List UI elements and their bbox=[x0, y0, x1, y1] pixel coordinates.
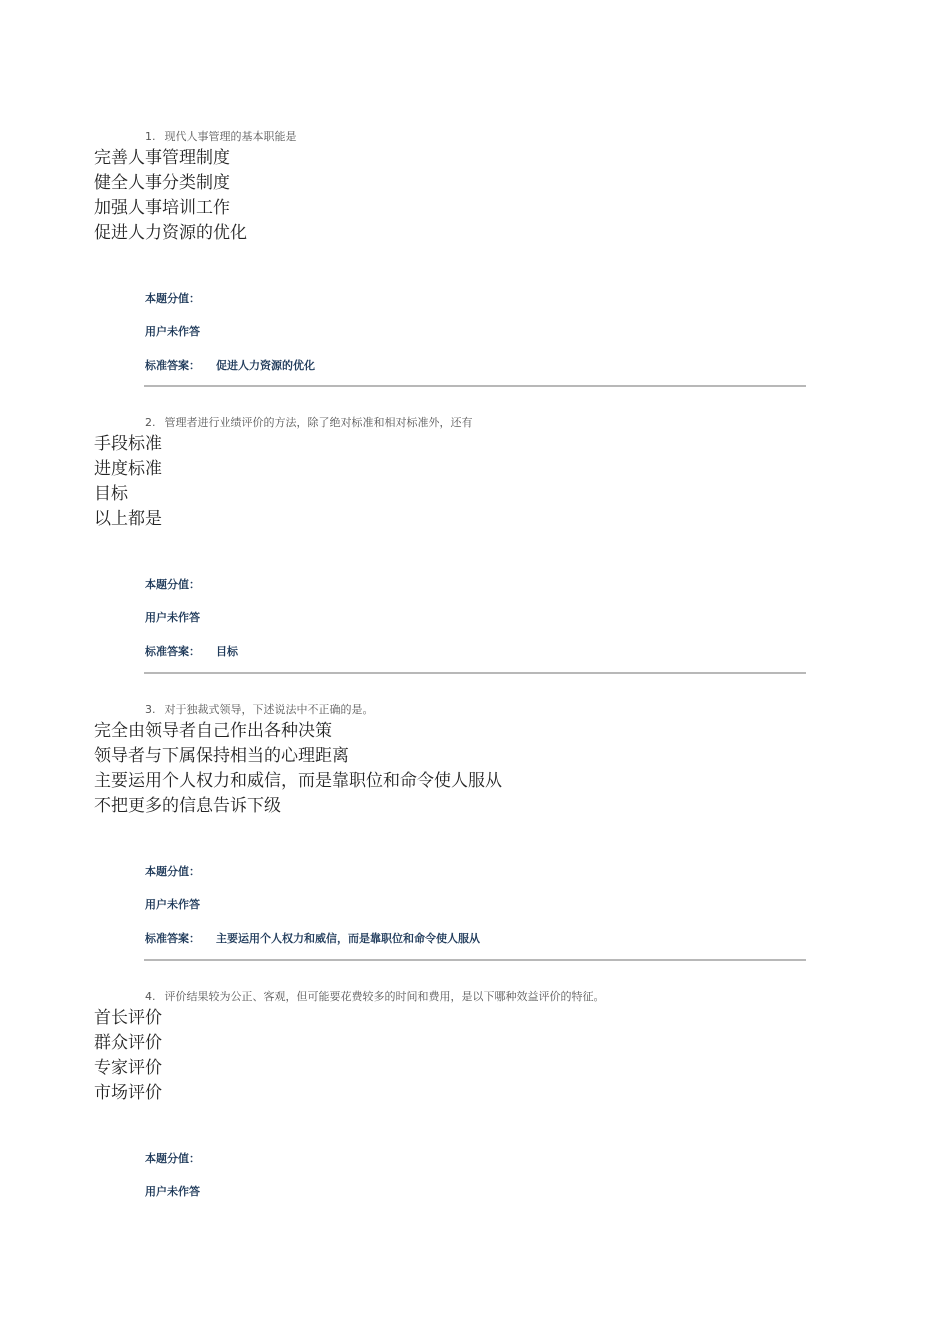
answer-label: 标准答案： bbox=[145, 932, 200, 945]
question-number: 2. bbox=[145, 416, 156, 429]
divider bbox=[144, 672, 806, 674]
score-label: 本题分值： bbox=[145, 865, 200, 878]
question-number: 4. bbox=[145, 990, 156, 1003]
answer-label: 标准答案： bbox=[145, 359, 200, 372]
question-title bbox=[145, 703, 374, 717]
unanswered-label: 用户未作答 bbox=[145, 325, 200, 338]
question-title bbox=[145, 990, 605, 1004]
option-a[interactable]: 完善人事管理制度 bbox=[94, 148, 230, 168]
question-title bbox=[145, 130, 297, 144]
divider bbox=[144, 385, 806, 387]
option-c[interactable]: 目标 bbox=[94, 484, 128, 504]
option-list bbox=[94, 1006, 162, 1106]
option-a[interactable]: 首长评价 bbox=[94, 1008, 162, 1028]
score-label: 本题分值： bbox=[145, 292, 200, 305]
question-title bbox=[145, 416, 473, 430]
score-label: 本题分值： bbox=[145, 1152, 200, 1165]
option-d[interactable]: 促进人力资源的优化 bbox=[94, 223, 247, 243]
option-b[interactable]: 健全人事分类制度 bbox=[94, 173, 230, 193]
question-text: 现代人事管理的基本职能是 bbox=[164, 130, 297, 143]
standard-answer bbox=[145, 645, 238, 659]
option-b[interactable]: 领导者与下属保持相当的心理距离 bbox=[94, 746, 349, 766]
option-a[interactable]: 完全由领导者自己作出各种决策 bbox=[94, 721, 332, 741]
option-c[interactable]: 专家评价 bbox=[94, 1058, 162, 1078]
option-c[interactable]: 主要运用个人权力和威信，而是靠职位和命令使人服从 bbox=[94, 771, 502, 791]
option-c[interactable]: 加强人事培训工作 bbox=[94, 198, 230, 218]
score-label: 本题分值： bbox=[145, 578, 200, 591]
answer-value: 目标 bbox=[216, 645, 238, 658]
question-text: 对于独裁式领导，下述说法中不正确的是。 bbox=[164, 703, 374, 716]
option-list bbox=[94, 719, 502, 819]
unanswered-label: 用户未作答 bbox=[145, 898, 200, 911]
option-d[interactable]: 市场评价 bbox=[94, 1083, 162, 1103]
question-text: 管理者进行业绩评价的方法，除了绝对标准和相对标准外，还有 bbox=[164, 416, 473, 429]
answer-value: 主要运用个人权力和威信，而是靠职位和命令使人服从 bbox=[216, 932, 480, 945]
standard-answer bbox=[145, 359, 315, 373]
option-d[interactable]: 以上都是 bbox=[94, 509, 162, 529]
option-b[interactable]: 进度标准 bbox=[94, 459, 162, 479]
answer-label: 标准答案： bbox=[145, 645, 200, 658]
unanswered-label: 用户未作答 bbox=[145, 611, 200, 624]
option-a[interactable]: 手段标准 bbox=[94, 434, 162, 454]
question-text: 评价结果较为公正、客观，但可能要花费较多的时间和费用，是以下哪种效益评价的特征。 bbox=[164, 990, 605, 1003]
answer-value: 促进人力资源的优化 bbox=[216, 359, 315, 372]
divider bbox=[144, 959, 806, 961]
option-list bbox=[94, 146, 247, 246]
question-number: 1. bbox=[145, 130, 156, 143]
standard-answer bbox=[145, 932, 480, 946]
option-d[interactable]: 不把更多的信息告诉下级 bbox=[94, 796, 281, 816]
option-list bbox=[94, 432, 162, 532]
question-number: 3. bbox=[145, 703, 156, 716]
unanswered-label: 用户未作答 bbox=[145, 1185, 200, 1198]
option-b[interactable]: 群众评价 bbox=[94, 1033, 162, 1053]
